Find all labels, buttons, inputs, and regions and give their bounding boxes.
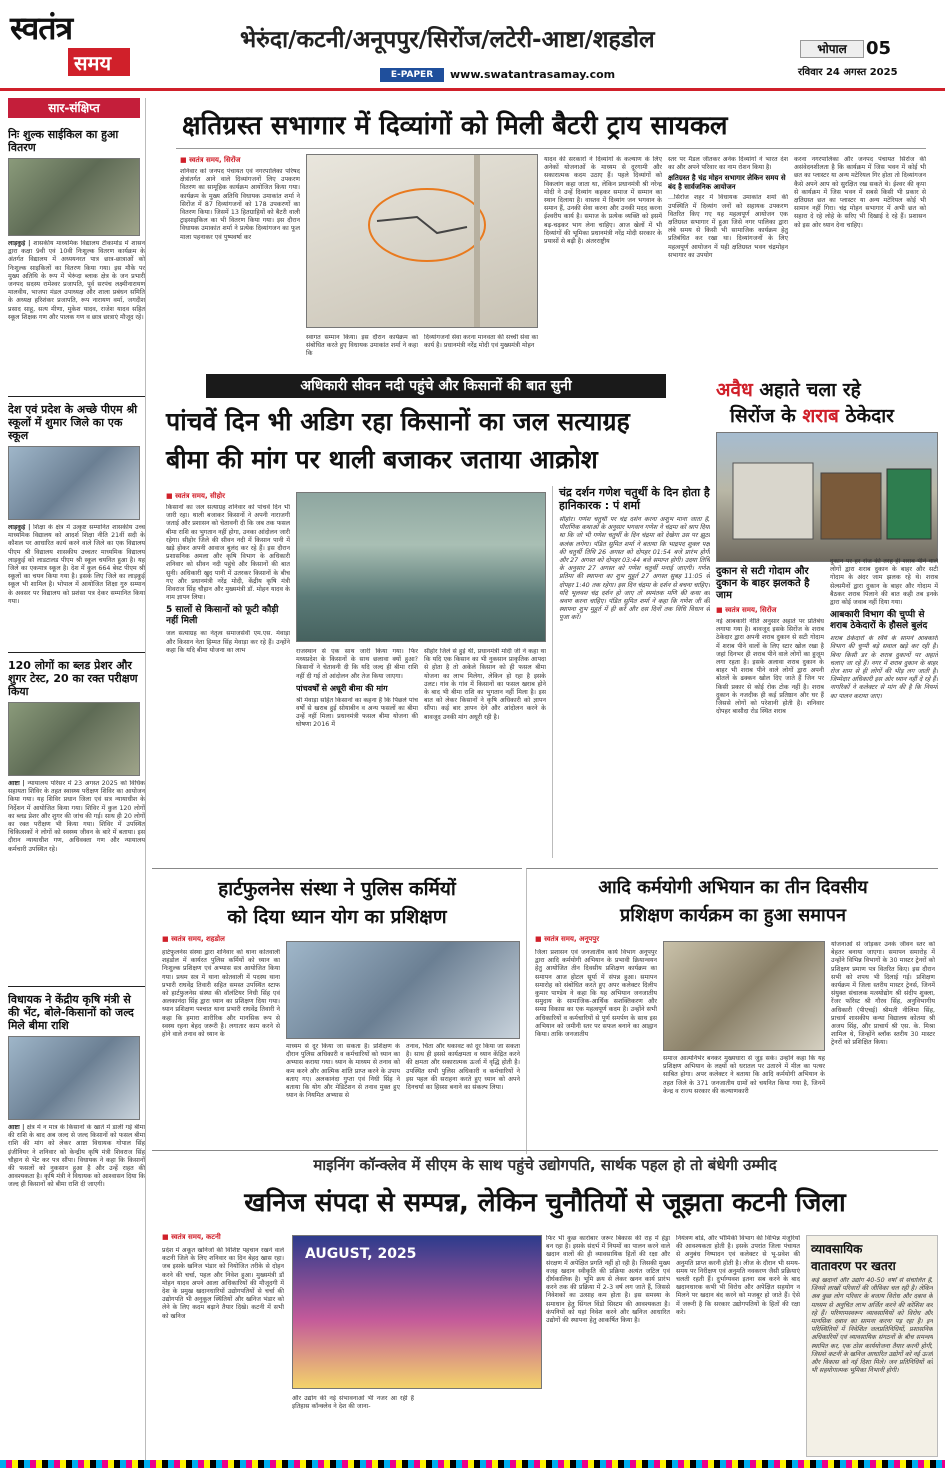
epaper-badge: E-PAPER: [380, 68, 444, 82]
story-column: स्वागत सम्मान किया। इस दौरान कार्यक्रम को संबोधित करते हुए विधायक उमाकांत शर्मा ने कहा कि: [306, 334, 418, 358]
story-ganesh: [552, 486, 710, 858]
logo-bottom-text: समय: [74, 51, 112, 75]
sidebar-body: न्यायालय परिसर में 23 अगस्त 2025 को विधिक सहायता शिविर के तहत स्वास्थ्य परीक्षण शिविर का आयोजन किया गया। यह शिविर प्रधान जिला एवं सत्र न्यायाधीश के निर्देशन में आयोजित किया गया। शिविर में कुल 120 लोगों का ब्लड प्रेशर और शुगर की जांच की गई। साथ ही 20 लोगों का रक्त परीक्षण भी किया गया। शिविर में उपस्थित चिकित्सकों ने लोगों को स्वस्थ्य जीवन के बारे में बताया। इस दौरान न्यायाधीश गण, अधिवक्ता गण और न्यायालय कर्मचारी उपस्थित रहे।: [8, 780, 145, 853]
sidebar: [8, 98, 146, 1460]
sidebar-lead: लाड़कुई |: [8, 524, 31, 531]
banner-text: AUGUST, 2025: [305, 1246, 417, 1262]
byline: ■ स्वतंत्र समय, शहडोल: [162, 935, 225, 943]
byline: ■ स्वतंत्र समय, सीहोर: [166, 492, 225, 500]
story-headline: अवैध: [716, 379, 753, 401]
story-headline: को दिया ध्यान योग का प्रशिक्षण: [227, 906, 447, 928]
story-column: नियंत्रण बोर्ड, और भौमिकी विभाग की विभिन्न मंजूरियों की आवश्यकता होती है। इसके उपरांत जिला पंचायत से अनुबंध निष्पादन एवं कलेक्टर से भू-प्रवेश की अनुमति प्राप्त करनी होती है। लीज के दौरान भी समय-समय पर निरीक्षण एवं अनुमति नवकरण जैसी प्रक्रियाएं चलती रहती हैं। दुर्भाग्यवश इतना सब करने के बाद खदानधारक कभी भी विरोध और अपेक्षित सहयोग न मिलने पर खदान बंद करने को मजबूर हो जाते हैं। ऐसे में जरूरी है कि सरकार उद्योगपतियों के हितों की रक्षा करे।: [676, 1235, 800, 1316]
box-body: कई खदानों और उद्योग 40-50 वर्षों से संचालित हैं, जिनसे लाखों परिवारों की जीविका चल रही है। लेकिन अब कुछ लोग परिवार के बजाय विरोध और दबाव के माध्यम से अनुचित लाभ अर्जित करने की कोशिश कर रहे हैं। परिणामस्वरूप व्यावसायियों को विरोध और मानसिक दबाव का सामना करना पड़ रहा है। इन परिस्थितियों में निवेशित जलप्रतिनिधियों, प्रशासनिक अधिकारियों एवं व्यावसायिक संगठनों के बीच समन्वय स्थापित कर, एक ठोस कार्ययोजना तैयार करनी होगी, जिससे कटनी के खनिज आधारित उद्योगों को नई ऊर्जा और विकास को नई दिशा मिले। जन प्रतिनिधियों को भी सहयोगात्मक भूमिका निभानी होगी।: [811, 1277, 933, 1375]
story-headline: प्रशिक्षण कार्यक्रम का हुआ समापन: [620, 905, 846, 926]
story-column: शराब ठेकेदारों के रवैये के सामने आबकारी विभाग की चुप्पी बड़े सवाल खड़े कर रही है। बिना किसी डर के शराब दुकानों पर अहाते चलाए जा रहे हैं। नगर में शराब दुकान के बाहर रोज शाम से ही लोगों की भीड़ लग जाती है। जिम्मेदार अधिकारी इस ओर ध्यान नहीं दे रहे हैं। नागरिकों ने कलेक्टर से मांग की है कि नियमों का पालन कराया जाए।: [830, 635, 938, 700]
byline: ■ स्वतंत्र समय, सिरोंज: [180, 156, 241, 164]
sidebar-headline: निः शुल्क साईकिल का हुआ वितरण: [8, 128, 119, 154]
story-column: करना नगरपालिका और जनपद पंचायत सिरोंज की असंवेदनशीलता है कि कार्यक्रम में जिस भवन में कोई भी छत का प्लास्टर या अन्य मटेरियल गिर होता तो दिव्यांगजन कैसे अपने आप को सुरक्षित रख सकते थे। ईश्वर की कृपा से कार्यक्रम में जिस भवन में सबसे किसी भी प्रकार से क्षतिग्रस्त छत का प्लास्टर या अन्य मटेरियल कोई भी सामान नहीं गिरा। चंद्र मोहन सभागार में अभी छत को सहारा दे रहे लोहे के सरिए भी दिखाई दे रहे हैं। प्रशासन को इस ओर ध्यान देना चाहिए।: [794, 156, 926, 229]
sidebar-item: [8, 659, 145, 980]
story-column: स्तर पर मैडल जीतकर अनेक दिव्यांगों ने भारत देश का और अपने परिवार का नाम रोशन किया है।: [668, 156, 788, 172]
box-title: वातावरण पर खतरा: [811, 1259, 896, 1273]
story-column: जिला प्रशासन एवं जनजातीय कार्य विभाग अनूपपुर द्वारा आदि कर्मयोगी अभियान के प्रभावी क्रियान्वयन हेतु आयोजित तीन दिवसीय प्रशिक्षण कार्यक्रम का समापन आज होटल सूर्या में संपन्न हुआ। समापन समारोह को संबोधित करते हुए अपर कलेक्टर दिलीप कुमार पाण्डेय ने कहा कि यह अभियान जनजातीय समुदाय के सामाजिक-आर्थिक सशक्तिकरण और समग्र विकास का एक महत्वपूर्ण कदम है। उन्होंने सभी अधिकारियों व कर्मचारियों से पूर्ण समर्पण के साथ इस अभियान को जमीनी स्तर पर सफल बनाने का आह्वान किया। ताकि जनजातीय: [535, 949, 657, 1039]
byline: ■ स्वतंत्र समय, कटनी: [162, 1233, 221, 1241]
sidebar-headline: 120 लोगों का ब्लड प्रेशर और शुगर टेस्ट, 20 का रक्त परीक्षण किया: [8, 659, 138, 698]
damaged-ceiling-photo: [306, 154, 538, 328]
sidebar-lead: आष्टा |: [8, 1124, 25, 1131]
liquor-shop-photo: [716, 432, 938, 562]
story-headline: अहाते चला रहे: [759, 379, 861, 401]
story-column: सीहोर जिले से हुई थी, प्रधानमंत्री मोदी जी ने कहा था कि यदि एक किसान का भी नुकसान प्राकृतिक आपदा से होता है तो अकेले किसान को ही फसल बीमा योजना का लाभ मिलेगा, लेकिन हो रहा है इसके उलट। गांव के गांव में किसानों का फसल खराब होने के बाद भी बीमा राशि का भुगतान नहीं मिला है। इस बात को लेकर किसानों ने कृषि अधिकारी को ज्ञापन सौंपा। कई बार ज्ञापन देने और आंदोलन करने के बावजूद उनकी मांग अधूरी रही है।: [424, 648, 546, 721]
sidebar-photo: [8, 158, 140, 236]
sidebar-item: [8, 993, 145, 1264]
story-column: प्रदेश में अकूत खनिजों की विशिष्ट पहचान रखने वाले कटनी जिले के लिए शनिवार का दिन बेहद खास रहा। जब इसके खनिज भंडार को नियोजित तरीके से दोहन करने की चर्चा, पहल और निवेश हुआ। मुख्यमंत्री डॉ मोहन यादव अपने आला अधिकारियों की मौजूदगी में देश के प्रमुख खदानधारियों उद्योगपतियों से चर्चा की उद्योगपति भी अनुकूल स्थितियों और खनिज भंडार को लेने के लिए कदम बढ़ाने तैयार दिखे। कटनी में सभी को खनिज: [162, 1247, 284, 1320]
story-headline: सिरोंज के: [730, 405, 796, 427]
story-kicker: अधिकारी सीवन नदी पहुंचे और किसानों की बात सुनी: [206, 374, 666, 398]
story-column: जल सत्याग्रह का नेतृत्व समाजसेवी एम.एस. मेवाड़ा और किसान नेता हिम्मत सिंह मेवाड़ा कर रहे हैं। उन्होंने कहा कि यदि बीमा योजना का लाभ: [166, 630, 290, 654]
conclave-photo: [292, 1235, 542, 1389]
story-subheading: आबकारी विभाग की चुप्पी से शराब ठेकेदारों के हौसले बुलंद: [830, 610, 928, 632]
shop-front: [717, 433, 938, 562]
story-tricycle: [152, 96, 938, 386]
sidebar-body: शासकीय माध्यमिक विद्यालय टीकामोड में शासन द्वारा कक्षा 9वी एवं 10वी निःशुल्क वितरण कार्यक्रम के अंतर्गत विद्यालय में अध्ययनरत पात्र छात्र-छात्राओं को निःशुल्क साइकिलों का वितरण किया गया। इस मौके पर मुख्य अतिथि के रूप में भेरूंदा ब्लाक क्षेत्र के जन प्रभारी जनपद सदस्य रामेश्वर प्रजापति, पूर्व सरपंच लक्ष्मीनारायण मालवीय, भाजपा मंडल उपाध्यक्ष और शाला प्रबंधन समिति के अध्यक्ष हरिशंकर प्रजापति, रूप नारायण वर्मा, जगदीश प्रसाद साहू, सत्य मीणा, मुकेश यादव, राजेश यादव सहित स्कूल शिक्षक गण और पालक गण व छात्र छात्राएं मौजूद रहे।: [8, 240, 145, 321]
story-column: शनिवार को जनपद पंचायत एवं नगरपालिका परिषद क्षेत्रांतर्गत आने वाले दिव्यांगजनों लिए उपकरण वितरण का सामूहिक कार्यक्रम आयोजित किया गया। कार्यक्रम के मुख्य अतिथि विधायक उमाकांत शर्मा ने सिरोंज में 87 दिव्यांगजनों को 178 उपकरणों का वितरण किया। जिसमें 13 हितग्राहियों को बैटरी वाली ट्राइसाइकिल का भी वितरण किया गया। इस दौरान विधायक उमाकांत शर्मा ने प्रत्येक दिव्यांगजन का फूल माला पहनाकर एवं पुष्पवर्षा कर: [180, 168, 300, 241]
story-column: यादव की सरकारों ने दिव्यांगों के कल्याण के लिए अनेकों योजनाओं के माध्यम से दूरगामी और सकारात्मक कदम उठाए हैं। पहले दिव्यांगों को विकलांग कहा जाता था, लेकिन प्रधानमंत्री श्री नरेन्द्र मोदी ने उन्हें दिव्यांग कहकर समाज में सम्मान का स्थान दिलाया है। वास्तव में दिव्यांग जन भगवान के समान हैं, उनकी सेवा करना और उनकी मदद करना ईश्वरीय कार्य है। समाज के प्रत्येक व्यक्ति को इसमें बढ़-चढ़कर भाग लेना चाहिए। आज खेलों में भी दिव्यांगों की भूमिका प्रधानमंत्री नरेंद्र मोदी सरकार के प्रयासों से बढ़ी है। अंतरराष्ट्रीय: [544, 156, 662, 246]
color-registration-bar: [0, 1460, 945, 1468]
crack-highlight: [307, 155, 538, 328]
story-column: दुकान पर हर रोज की तरह ही शराब पीने वाले लोगों द्वारा शराब दुकान के बाहर और सटी गोदाम के अंदर जाम झलक रहे थे। शराब सेल्समैनों द्वारा दुकान के बाहर और गोदाम में बैठकर शराब पिलाने की बात कही तब इनके द्वारा कोई जवाब नहीं दिया गया।: [830, 558, 938, 607]
city-label: भोपाल: [800, 40, 864, 58]
story-column: तनाव, चिंता और थकावट को दूर किया जा सकता है। साथ ही इससे कार्यक्षमता व ध्यान केंद्रित करने की क्षमता और सकारात्मक ऊर्जा में वृद्धि होती है। उपस्थित सभी पुलिस अधिकारी व कर्मचारियों ने इस पहल की सराहना करते हुए ध्यान को अपने दिनचर्या का हिस्सा बनाने का संकल्प लिया।: [406, 1043, 520, 1092]
story-headline: शराब: [802, 405, 839, 427]
sidebar-item: [8, 403, 145, 646]
commercial-box: [806, 1235, 938, 1457]
logo-top-text: स्वतंत्र: [10, 9, 73, 47]
oath-ceremony-photo: [663, 941, 825, 1051]
farmers-in-river-photo: [296, 492, 546, 642]
story-subheading: पांचवर्षों से अधूरी बीमा की मांग: [296, 683, 388, 693]
sidebar-headline: विधायक ने केंद्रीय कृषि मंत्री से की भेंट, बोले-किसानों को जल्द मिले बीमा राशि: [8, 993, 134, 1032]
story-column: राजस्थान से एक साथ जारी किया गया। फिर मध्यप्रदेश के किसानों के साथ छलावा क्यों हुआ? किसानों ने चेतावनी दी कि यदि जल्द ही बीमा राशि नहीं दी गई तो आंदोलन और तेज किया जाएगा।: [296, 648, 418, 680]
masthead: [0, 0, 945, 92]
story-katni-mining: [152, 1150, 938, 1462]
police-meditation-photo: [286, 941, 520, 1039]
story-column: नई आबकारी नीति अनुसार अहाते पर प्रतिबंध लगाया गया है। बावजूद इसके सिरोंज के शराब ठेकेदार द्वारा अपनी शराब दुकान से सटी गोदाम में शराब पीने वालों के लिए स्टार खोल रखा है जहां दिनभर ही शराब पीने वाले लोगों का हुजूम लगा रहता है। इसके अलावा शराब दुकान के बाहर भी शराब पीने वाले लोगों द्वारा अपनी बोतलें के ढक्कन खोल दिए जाते हैं जिन पर किसी प्रकार से कोई रोक टोक नहीं है। शराब दुकान के नजदीक ही कई प्रतिष्ठान और घर हैं जिससे लोगों को परेशानी होती है। शनिवार दोपहर बासौदा रोड स्थित शराब: [716, 618, 824, 716]
logo: [10, 8, 132, 84]
story-subheading: 5 सालों से किसानों को फूटी कौड़ी नहीं मिली: [166, 605, 279, 627]
photo-caption: और उद्योग की नई संभावनाओं भी नजर आ रही हैं इतिहास कॉन्क्लेव ने देश की जाना-: [292, 1395, 414, 1411]
sidebar-header: सार-संक्षिप्त: [8, 98, 140, 118]
story-headline: खनिज संपदा से सम्पन्न, लेकिन चुनौतियों से जूझता कटनी जिला: [244, 1188, 846, 1218]
story-headline: ठेकेदार: [845, 405, 894, 427]
sidebar-photo: [8, 446, 140, 520]
story-heartfulness: [152, 868, 522, 1154]
byline: ■ स्वतंत्र समय, अनूपपुर: [535, 935, 600, 943]
story-kicker: माइनिंग कॉन्क्लेव में सीएम के साथ पहुंचे उद्योगपति, सार्थक पहल हो तो बंधेगी उम्मीद: [313, 1156, 777, 1174]
story-adi-karmayogi: [526, 868, 938, 1154]
sidebar-body: क्षेत्र में न मात्र के किसानों के खाते में डाली गई बीमा की राशि के बाद अब जल्द से जल्द किसानों को फसल बीमा राशि की मांग को लेकर आष्टा विधायक गोपाल सिंह इंजीनियर ने शनिवार को केन्द्रीय कृषि मंत्री शिवराज सिंह चौहान से भेंट कर पत्र सौंपा। विधायक ने कहा कि किसानों की फसलों को नुकसान हुआ है और उन्हें राहत की आवश्यकता है। कृषि मंत्री ने विधायक को आश्वासन दिया कि जल्द ही किसानों को बीमा राशि दी जाएगी।: [8, 1124, 145, 1189]
website-link[interactable]: www.swatantrasamay.com: [450, 68, 616, 81]
story-column: श्री मेवाड़ा सहित किसानों का कहना है कि पिछले पांच वर्षों से खराब हुई सोयाबीन व अन्य फसलों का बीमा उन्हें नहीं मिला। प्रधानमंत्री फसल बीमा योजना की घोषणा 2016 में: [296, 696, 418, 729]
story-liquor: [716, 374, 938, 864]
sidebar-lead: लाड़कुई |: [8, 240, 31, 247]
story-column: समाज आत्मनिर्भर बनकर मुख्यधारा से जुड़ सके। उन्होंने कहा कि यह प्रशिक्षण अभियान के लक्ष्यों को धरातल पर उतारने में मील का पत्थर साबित होगा। अपर कलेक्टर ने बताया कि आदि कर्मयोगी अभियान के तहत जिले के 371 जनजातीय ग्रामों को चयनित किया गया है, जिनमें केन्द्र व राज्य सरकार की कल्याणकारी: [663, 1055, 825, 1095]
issue-date: रविवार 24 अगस्त 2025: [798, 67, 898, 78]
story-headline: बीमा की मांग पर थाली बजाकर जताया आक्रोश: [166, 445, 598, 474]
story-subheading: क्षतिग्रस्त है चंद्र मोहन सभागार लेकिन समय से बंद है सार्वजनिक आयोजन: [668, 174, 786, 192]
story-column: ...सिरोंज शहर में विधायक उमाकांत शर्मा की उपस्थिति में दिव्यांग जनों को सहायक उपकरण वितरित किए गए यह महत्वपूर्ण आयोजन एक क्षतिग्रस्त सभागार में हुआ जिसे नगर पालिका द्वारा लंबे समय से किसी भी सामाजिक कार्यक्रम हेतु प्रतिबंधित कर रखा था। दिव्यांगजनों के लिए महत्वपूर्ण आयोजन में यही क्षतिग्रस्त भवन चंद्रमोहन सभागार का उपयोग: [668, 194, 788, 259]
sidebar-headline: देश एवं प्रदेश के अच्छे पीएम श्री स्कूलों में शुमार जिले का एक स्कूल: [8, 403, 138, 442]
sidebar-body: शिक्षा के क्षेत्र में उत्कृष्ट सम्मानित शासकीय उच्च माध्यमिक विद्यालय को आदर्श शिक्षा नीति 21वीं सदी के कौशल पर आधारित कार्य करने वाले जिले का एक विद्यालय पीएम श्री विद्यालय शासकीय उच्चतर माध्यमिक विद्यालय लाड़कुई को लाडटालड पीएम श्री स्कूल चयनित हुआ है। यह जिले का एकमात्र स्कूल है। देश में कुल 664 बेस्ट पीएम श्री स्कूलों का चयन किया गया है। इसके लिए जिले का लाड़कुई स्कूल भी शामिल है। भोपाल में आयोजित शिक्षा गुरु सम्मान के अवसर पर विद्यालय को प्रशंसा पत्र देकर सम्मानित किया गया।: [8, 524, 145, 605]
story-headline: पांचवें दिन भी अडिग रहा किसानों का जल सत्याग्रह: [166, 407, 630, 436]
edition-list: भेरुंदा/कटनी/अनूपपुर/सिरोंज/लटेरी-आष्टा/शहडोल: [240, 27, 655, 53]
story-column: दिव्यांगजनों सेवा करना मानवता की सच्ची सेवा का कार्य है। प्रधानमंत्री नरेंद्र मोदी एवं मुख्यमंत्री मोहन: [424, 334, 538, 350]
sidebar-lead: आष्टा |: [8, 780, 25, 787]
story-column: हार्टफुलनेस संस्था द्वारा शनिवार को थाना कोतवाली शहडोल में कार्यरत पुलिस कर्मियों को ध्यान का निःशुल्क प्रशिक्षण एवं अभ्यास सत्र आयोजित किया गया। प्रथम सत्र में थाना कोतवाली में पदस्थ थाना प्रभारी राघवेंद्र तिवारी सहित समस्त उपस्थित स्टाफ को हार्टफुलनेस संस्था की वॉलंटियर निधी सिंह एवं अलकानंदा सिंह द्वारा ध्यान का प्रशिक्षण दिया गया। ध्यान प्रशिक्षण पश्चात थाना प्रभारी राघवेंद्र तिवारी ने कहा कि हमारा शारीरिक और मानसिक रूप से स्वस्थ रहना बेहद जरूरी है। लगातार काम करने से होने वाले तनाव को ध्यान के: [162, 949, 280, 1039]
sidebar-photo: [8, 702, 140, 776]
story-column: फिर भी कुछ कारोबार जरूर बिकास की राह में हेड्रा बन रहा है। इसके संदर्भ में नियमों का पालन करने वाले खदान वालों की ही व्यावसायिक हितों की रक्षा और संरक्षण में अपेक्षित प्रगति नहीं हो रही है। जिसकी मुख्य वजह खदान स्वीकृति की प्रक्रिया अत्यंत जटिल एवं दीर्घकालिक है। भूमि क्रय से लेकर खनन कार्य प्रारंभ करने तक की प्रक्रिया में 2-3 वर्ष लग जाते हैं, जिससे निवेशकों का उत्साह कम होता है। इस समस्या के समाधान हेतु सिंगल विंडो सिस्टम की आवश्यकता है। कंपनियों को यहां निवेश करने और खनिज आधारित उद्योगों की स्थापना हेतु आकर्षित किया है।: [546, 1235, 670, 1325]
byline: ■ स्वतंत्र समय, सिरोंज: [716, 606, 777, 614]
story-headline: आदि कर्मयोगी अभियान का तीन दिवसीय: [598, 877, 868, 898]
photo-caption: दुकान से सटी गोदाम और दुकान के बाहर झलकते है जाम: [716, 566, 810, 601]
sidebar-photo: [8, 1036, 140, 1120]
story-headline: हार्टफुलनेस संस्था ने पुलिस कर्मियों: [218, 878, 456, 900]
box-title: व्यावसायिक: [811, 1242, 863, 1256]
story-column: किसानों का जल सत्याग्रह शनिवार को पांचवें दिन भी जारी रहा। थाली बजाकर किसानों ने अपनी नाराजगी जताई और प्रशासन को चेतावनी दी कि जब तक फसल बीमा राशि का भुगतान नहीं होगा, उनका आंदोलन जारी रहेगा। सीहोर जिले की सीवन नदी में किसान पानी में खड़े होकर अपनी आवाज बुलंद कर रहे हैं। इस दौरान प्रशासनिक अमला और कृषि विभाग के अधिकारी शनिवार को सीवन नदी पहुंचे और किसानों की बात सुनी। अधिकारी खुद पानी में उतरकर किसानों के बीच गए और प्रधानमंत्री नरेंद्र मोदी, केंद्रीय कृषि मंत्री शिवराज सिंह चौहान और मुख्यमंत्री डॉ. मोहन यादव के नाम ज्ञापन लिया।: [166, 504, 290, 602]
story-column: माध्यम से दूर किया जा सकता है। प्रशिक्षण के दौरान पुलिस अधिकारी व कर्मचारियों को ध्यान का अभ्यास कराया गया। ध्यान के माध्यम से तनाव को कम करने और आत्मिक शांति प्राप्त करने के उपाय बताए गए। अलकानंदा गुप्ता एवं निधी सिंह ने बताया कि योग और मेडिटेशन से तनाव मुक्त हुए ध्यान के नियमित अभ्यास से: [286, 1043, 400, 1100]
story-headline: चंद्र दर्शन गणेश चतुर्थी के दिन होता है हानिकारक : पं शर्मा: [559, 486, 710, 512]
story-headline: क्षतिग्रस्त सभागार में दिव्यांगों को मिली बैटरी ट्राय सायकल: [182, 111, 728, 141]
story-column: योजनाओं से जोड़कर उनके जीवन स्तर को बेहतर बनाया जाएगा। समापन समारोह में उन्होंने विभिन्न विभागों के 30 मास्टर ट्रेनरों को प्रशिक्षण प्रमाण पत्र वितरित किए। इस दौरान सभी को शपथ भी दिलाई गई। प्रशिक्षण कार्यक्रम में जिला स्तरीय मास्टर ट्रेनर्स, जिनमें संयुक्त संचालक मत्स्योद्योग श्री संदीप शुक्ला, रेंजर फॉरेस्ट श्री गौरव सिंह, अनुविभागीय अधिकारी (पीएचई) श्रीमती नीलिमा सिंह, प्राचार्य शासकीय कन्या विद्यालय कोतमा श्री अजय सिंह, और प्राचार्य श्री एस. के. मिश्रा शामिल थे, जिन्होंने ब्लॉक स्तरीय 30 मास्टर ट्रेनरों को प्रशिक्षित किया।: [831, 941, 935, 1047]
story-column: सीहोर। गणेश चतुर्थी पर चंद्र दर्शन करना अशुभ माना जाता है, पौराणिक कथाओं के अनुसार भगवान गणेश ने चंद्रमा को श्राप दिया था कि जो भी गणेश चतुर्थी के दिन चंद्रमा को देखेगा उस पर झूठा कलंक लगेगा। पंडित सुमित शर्मा ने बताया कि भाद्रपद शुक्ल पक्ष की चतुर्थी तिथि 26 अगस्त को दोपहर 01:54 बजे प्रारंभ होगी और 27 अगस्त को दोपहर 03:44 बजे समाप्त होगी। उदया तिथि के अनुसार 27 अगस्त को गणेश चतुर्थी मनाई जाएगी। गणेश प्रतिमा की स्थापना का शुभ मुहूर्त 27 अगस्त सुबह 11:05 से दोपहर 1:40 तक रहेगा। इस दिन चंद्रमा के दर्शन से बचना चाहिए। यदि भूलवश चंद्र दर्शन हो जाए तो स्यमंतक मणि की कथा का श्रवण करना चाहिए। पंडित सुमित शर्मा ने कहा कि गणेश जी की स्थापना शुभ मुहूर्त में ही करें और दस दिनों तक विधि विधान से पूजा करें।: [559, 516, 710, 622]
page-number: 05: [866, 38, 892, 59]
sidebar-item: [8, 128, 145, 390]
